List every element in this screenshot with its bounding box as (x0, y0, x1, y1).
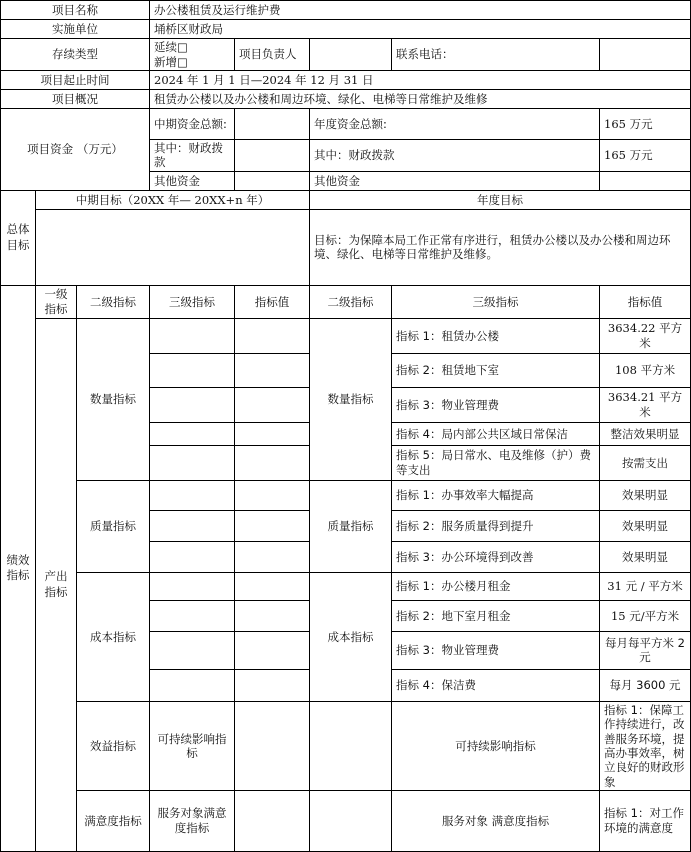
mid-quantity-l3-2 (150, 353, 235, 387)
mid-quantity-l3-5 (150, 445, 235, 480)
quality-label: 质量指标 (77, 480, 150, 572)
quantity-label-year: 数量指标 (310, 318, 392, 480)
header-level2-year: 二级指标 (310, 285, 392, 318)
header-value: 指标值 (235, 285, 310, 318)
cost-value-3: 每月每平方米 2 元 (600, 631, 691, 669)
mid-fiscal-value (235, 140, 310, 172)
mid-quality-l3-3 (150, 541, 235, 572)
output-indicator-label (36, 318, 77, 851)
period-value: 2024 年 1 月 1 日—2024 年 12 月 31 日 (150, 71, 691, 90)
output-indicator-label-text: 产出指标 (44, 569, 68, 599)
header-level2: 二级指标 (77, 285, 150, 318)
unit-label: 实施单位 (1, 20, 150, 39)
mid-cost-value-1 (235, 572, 310, 600)
benefit-item-1: 指标 1：保障工作持续进行，改善服务环境，提高办事效率，树立良好的财政形象 (600, 701, 691, 790)
mid-fiscal-label: 其中：财政拨款 (150, 140, 235, 172)
quantity-value-3: 3634.21 平方米 (600, 387, 691, 422)
mid-cost-value-4 (235, 669, 310, 701)
quantity-item-4: 指标 4：局内部公共区域日常保洁 (392, 422, 600, 445)
performance-label (1, 285, 36, 851)
quantity-value-5: 按需支出 (600, 445, 691, 480)
mid-quality-l3-1 (150, 480, 235, 510)
year-fiscal-value: 165 万元 (600, 140, 691, 172)
mid-quality-value-3 (235, 541, 310, 572)
type-continue-checkbox[interactable]: 延续□ (154, 40, 188, 55)
satisfaction-level2: 服务对象满意度指标 (150, 791, 235, 852)
quantity-value-4: 整洁效果明显 (600, 422, 691, 445)
overall-goal-label (1, 190, 36, 285)
quantity-item-3: 指标 3：物业管理费 (392, 387, 600, 422)
quantity-value-2: 108 平方米 (600, 353, 691, 387)
year-total-label: 年度资金总额: (310, 109, 600, 140)
mid-goal-header: 中期目标（20XX 年— 20XX+n 年） (36, 190, 310, 209)
mid-quantity-value-3 (235, 387, 310, 422)
project-name: 办公楼租赁及运行维护费 (150, 1, 691, 20)
year-goal-text: 目标：为保障本局工作正常有序进行，租赁办公楼以及办公楼和周边环境、绿化、电梯等日常维护及维修。 (310, 209, 691, 285)
mid-quality-l3-2 (150, 510, 235, 541)
satisfaction-level2-year: 服务对象 满意度指标 (392, 791, 600, 852)
period-label: 项目起止时间 (1, 71, 150, 90)
quality-value-3: 效果明显 (600, 541, 691, 572)
phone-value (600, 39, 691, 71)
cost-item-1: 指标 1：办公楼月租金 (392, 572, 600, 600)
mid-cost-l3-3 (150, 631, 235, 669)
year-total-value: 165 万元 (600, 109, 691, 140)
mid-quantity-value-2 (235, 353, 310, 387)
benefit-level1: 效益指标 (77, 701, 150, 790)
mid-quantity-value-5 (235, 445, 310, 480)
quantity-label: 数量指标 (77, 318, 150, 480)
mid-quantity-value-4 (235, 422, 310, 445)
year-other-value (600, 171, 691, 190)
cost-item-2: 指标 2：地下室月租金 (392, 600, 600, 631)
performance-label-text: 绩效指标 (6, 552, 30, 583)
quality-item-3: 指标 3：办公环境得到改善 (392, 541, 600, 572)
quantity-item-2: 指标 2：租赁地下室 (392, 353, 600, 387)
type-label: 存续类型 (1, 39, 150, 71)
type-new-checkbox[interactable]: 新增□ (154, 54, 188, 69)
type-options (150, 39, 235, 71)
phone-label: 联系电话： (392, 39, 600, 71)
unit-name: 埇桥区财政局 (150, 20, 691, 39)
year-goal-header: 年度目标 (310, 190, 691, 209)
header-level3-year: 三级指标 (392, 285, 600, 318)
quantity-value-1: 3634.22 平方米 (600, 318, 691, 353)
owner-value (310, 39, 392, 71)
funds-label: 项目资金 （万元） (1, 109, 150, 191)
overview-value: 租赁办公楼以及办公楼和周边环境、绿化、电梯等日常维护及维修 (150, 90, 691, 109)
header-level3: 三级指标 (150, 285, 235, 318)
owner-label: 项目负责人 (235, 39, 310, 71)
mid-cost-value-3 (235, 631, 310, 669)
mid-quantity-l3-4 (150, 422, 235, 445)
year-fiscal-label: 其中：财政拨款 (310, 140, 600, 172)
mid-quality-value-2 (235, 510, 310, 541)
cost-value-4: 每月 3600 元 (600, 669, 691, 701)
mid-total-value (235, 109, 310, 140)
cost-item-3: 指标 3：物业管理费 (392, 631, 600, 669)
quality-value-2: 效果明显 (600, 510, 691, 541)
mid-cost-l3-2 (150, 600, 235, 631)
quantity-item-5: 指标 5：局日常水、电及维修（护）费等支出 (392, 445, 600, 480)
overview-label: 项目概况 (1, 90, 150, 109)
mid-cost-l3-1 (150, 572, 235, 600)
cost-label-year: 成本指标 (310, 572, 392, 701)
mid-quantity-l3-1 (150, 318, 235, 353)
overall-goal-label-text: 总体目标 (6, 222, 30, 252)
mid-other-value (235, 171, 310, 190)
mid-cost-l3-4 (150, 669, 235, 701)
cost-value-2: 15 元/平方米 (600, 600, 691, 631)
mid-cost-value-2 (235, 600, 310, 631)
cost-label: 成本指标 (77, 572, 150, 701)
satisfaction-level1: 满意度指标 (77, 791, 150, 852)
mid-quality-value-1 (235, 480, 310, 510)
mid-quantity-value-1 (235, 318, 310, 353)
mid-quantity-l3-3 (150, 387, 235, 422)
benefit-level2: 可持续影响指标 (150, 701, 235, 790)
year-other-label: 其他资金 (310, 171, 600, 190)
mid-other-label: 其他资金 (150, 171, 235, 190)
cost-value-1: 31 元 / 平方米 (600, 572, 691, 600)
satisfaction-item-1: 指标 1：对工作环境的满意度 (600, 791, 691, 852)
header-value-year: 指标值 (600, 285, 691, 318)
mid-benefit-value (310, 701, 392, 790)
quality-value-1: 效果明显 (600, 480, 691, 510)
quality-label-year: 质量指标 (310, 480, 392, 572)
quantity-item-1: 指标 1：租赁办公楼 (392, 318, 600, 353)
project-name-label: 项目名称 (1, 1, 150, 20)
quality-item-1: 指标 1：办事效率大幅提高 (392, 480, 600, 510)
cost-item-4: 指标 4：保洁费 (392, 669, 600, 701)
mid-goal-text (36, 209, 310, 285)
mid-total-label: 中期资金总额: (150, 109, 235, 140)
quality-item-2: 指标 2：服务质量得到提升 (392, 510, 600, 541)
mid-benefit-l3 (235, 701, 310, 790)
header-level1: 一级指标 (36, 285, 77, 318)
benefit-level2-year: 可持续影响指标 (392, 701, 600, 790)
